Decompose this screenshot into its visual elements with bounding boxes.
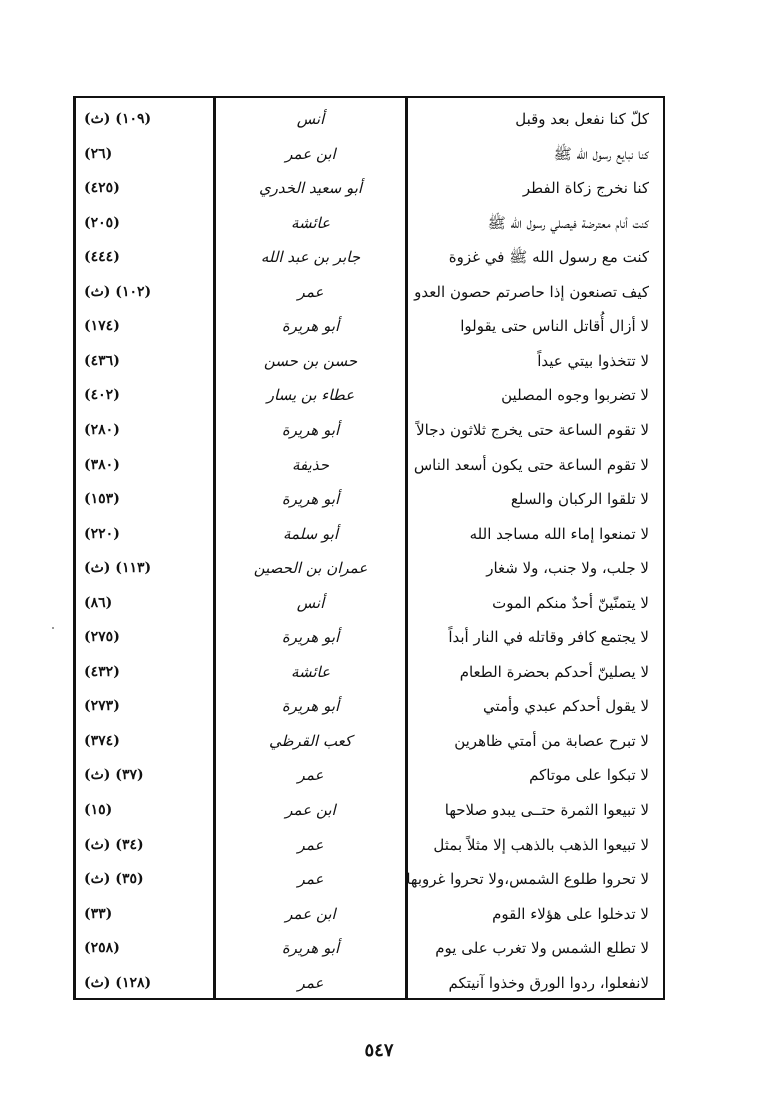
table-row <box>76 551 663 585</box>
reference-number: (١٥) <box>84 802 113 818</box>
table-row <box>76 206 663 240</box>
hadith-text: كنت مع رسول الله ﷺ في غزوة <box>448 248 649 267</box>
hadith-text: لا يتمنّينّ أحدٌ منكم الموت <box>492 593 649 612</box>
reference-number: (٤٤٤) <box>84 249 120 266</box>
hadith-text: لا أزال أُقاتل الناس حتى يقولوا <box>460 317 649 336</box>
hadith-text: لا تبيعوا الذهب بالذهب إلا مثلاً بمثل <box>433 835 649 854</box>
narrator-name: عمر <box>297 282 324 301</box>
hadith-text: لا تتخذوا بيتي عيداً <box>537 351 649 370</box>
reference-number: (٨٦) <box>84 594 113 611</box>
table-row <box>76 137 663 171</box>
narrator-name: أبو هريرة <box>281 697 340 716</box>
table-body <box>76 98 663 998</box>
hadith-text: لا تقوم الساعة حتى يخرج ثلاثون دجالاً <box>416 420 649 439</box>
narrator-name: أنس <box>296 110 325 128</box>
narrator-name: ابن عمر <box>285 904 336 923</box>
reference-number: (١٥٣) <box>84 491 120 508</box>
narrator-name: أبو هريرة <box>281 939 340 958</box>
table-row <box>76 689 663 723</box>
table-row <box>76 275 663 309</box>
table-row <box>76 448 663 482</box>
table-row <box>76 620 663 654</box>
reference-number: (٢٢٠) <box>84 525 120 542</box>
hadith-text: لا تبكوا على موتاكم <box>529 766 649 785</box>
hadith-text: كنا نبايع رسول الله ﷺ <box>553 144 649 163</box>
hadith-text: لا تلقوا الركبان والسلع <box>510 490 649 509</box>
narrator-name: عمر <box>297 870 324 889</box>
hadith-text: لانفعلوا، ردوا الورق وخذوا آنيتكم <box>448 973 649 992</box>
hadith-text: لا جلب، ولا جنب، ولا شغار <box>486 559 649 578</box>
reference-number: (٣٣) <box>84 905 113 922</box>
narrator-name: كعب القرظي <box>269 731 352 750</box>
reference-number: (٣٧٤) <box>84 732 120 749</box>
narrator-name: جابر بن عبد الله <box>260 248 361 267</box>
narrator-name: عمر <box>297 766 324 785</box>
table-row <box>76 931 663 965</box>
reference-number: (٤٣٦) <box>84 352 120 369</box>
reference-number: (٣٨٠) <box>84 456 120 473</box>
reference-number: (٢٠٥) <box>84 214 120 231</box>
narrator-name: عائشة <box>290 213 331 232</box>
table-row <box>76 586 663 620</box>
hadith-text: لا يقول أحدكم عبدي وأمتي <box>482 697 649 716</box>
page-number: ٥٤٧ <box>364 1040 394 1061</box>
reference-number: (٤٢٥) <box>84 180 120 197</box>
narrator-name: أبو سعيد الخدري <box>258 179 363 198</box>
narrator-name: أبو سلمة <box>282 524 339 543</box>
hadith-text: لا تدخلوا على هؤلاء القوم <box>492 904 649 923</box>
table-row <box>76 482 663 516</box>
narrator-name: حسن بن حسن <box>263 351 358 370</box>
reference-number: (١٧٤) <box>84 318 120 335</box>
narrator-name: عطاء بن يسار <box>266 386 355 405</box>
hadith-text: لا تمنعوا إماء الله مساجد الله <box>469 524 649 543</box>
reference-number: (٢٦) <box>84 145 113 162</box>
table-row <box>76 344 663 378</box>
reference-number: (٤٣٢) <box>84 663 120 680</box>
reference-number: (٣٧) (ث) <box>84 767 144 784</box>
reference-number: (٢٨٠) <box>84 421 120 438</box>
table-row <box>76 171 663 205</box>
reference-number: (٢٧٥) <box>84 629 120 646</box>
narrator-name: أبو هريرة <box>281 490 340 509</box>
table-row <box>76 862 663 896</box>
narrator-name: ابن عمر <box>285 801 336 819</box>
hadith-text: لا يصلينّ أحدكم بحضرة الطعام <box>459 662 649 681</box>
table-row <box>76 828 663 862</box>
hadith-text: لا تضربوا وجوه المصلين <box>501 386 649 405</box>
table-row <box>76 724 663 758</box>
table-row <box>76 793 663 827</box>
narrator-name: حذيفة <box>292 455 329 474</box>
table-row <box>76 309 663 343</box>
reference-number: (٣٥) (ث) <box>84 871 144 888</box>
narrator-name: أبو هريرة <box>281 420 340 439</box>
hadith-text: كنا نخرج زكاة الفطر <box>522 179 649 198</box>
table-row <box>76 413 663 447</box>
reference-number: (٢٧٣) <box>84 698 120 715</box>
hadith-text: كنت أنام معترضة فيصلي رسول الله ﷺ <box>487 213 649 232</box>
reference-number: (٣٤) (ث) <box>84 836 144 853</box>
table-row <box>76 517 663 551</box>
hadith-text: لا يجتمع كافر وقاتله في النار أبداً <box>448 628 649 647</box>
index-table <box>73 96 665 1000</box>
reference-number: (١٢٨) (ث) <box>84 974 152 991</box>
hadith-text: لا تحروا طلوع الشمس،ولا تحروا غروبها <box>406 870 649 889</box>
hadith-text: لا تبيعوا الثمرة حتــى يبدو صلاحها <box>444 801 649 819</box>
hadith-text: كيف تصنعون إذا حاصرتم حصون العدو <box>414 282 649 301</box>
table-row <box>76 966 663 1000</box>
table-row <box>76 102 663 136</box>
narrator-name: أنس <box>296 593 325 612</box>
narrator-name: عائشة <box>290 662 331 681</box>
reference-number: (٢٥٨) <box>84 940 120 957</box>
table-row <box>76 240 663 274</box>
hadith-text: لا تقوم الساعة حتى يكون أسعد الناس <box>413 455 649 474</box>
narrator-name: عمر <box>297 835 324 854</box>
hadith-text: لا تبرح عصابة من أمتي ظاهرين <box>454 731 649 750</box>
table-row <box>76 897 663 931</box>
margin-dot <box>52 627 54 629</box>
reference-number: (٤٠٢) <box>84 387 120 404</box>
table-row <box>76 378 663 412</box>
reference-number: (١٠٩) (ث) <box>84 111 152 127</box>
table-row <box>76 655 663 689</box>
reference-number: (١١٣) (ث) <box>84 560 152 577</box>
hadith-text: لا تطلع الشمس ولا تغرب على يوم <box>435 939 649 958</box>
table-row <box>76 758 663 792</box>
narrator-name: أبو هريرة <box>281 628 340 647</box>
narrator-name: عمران بن الحصين <box>253 559 368 578</box>
narrator-name: أبو هريرة <box>281 317 340 336</box>
reference-number: (١٠٢) (ث) <box>84 283 152 300</box>
hadith-text: كلّ كنا نفعل بعد وقبل <box>515 110 649 128</box>
narrator-name: عمر <box>297 973 324 992</box>
narrator-name: ابن عمر <box>285 144 336 163</box>
